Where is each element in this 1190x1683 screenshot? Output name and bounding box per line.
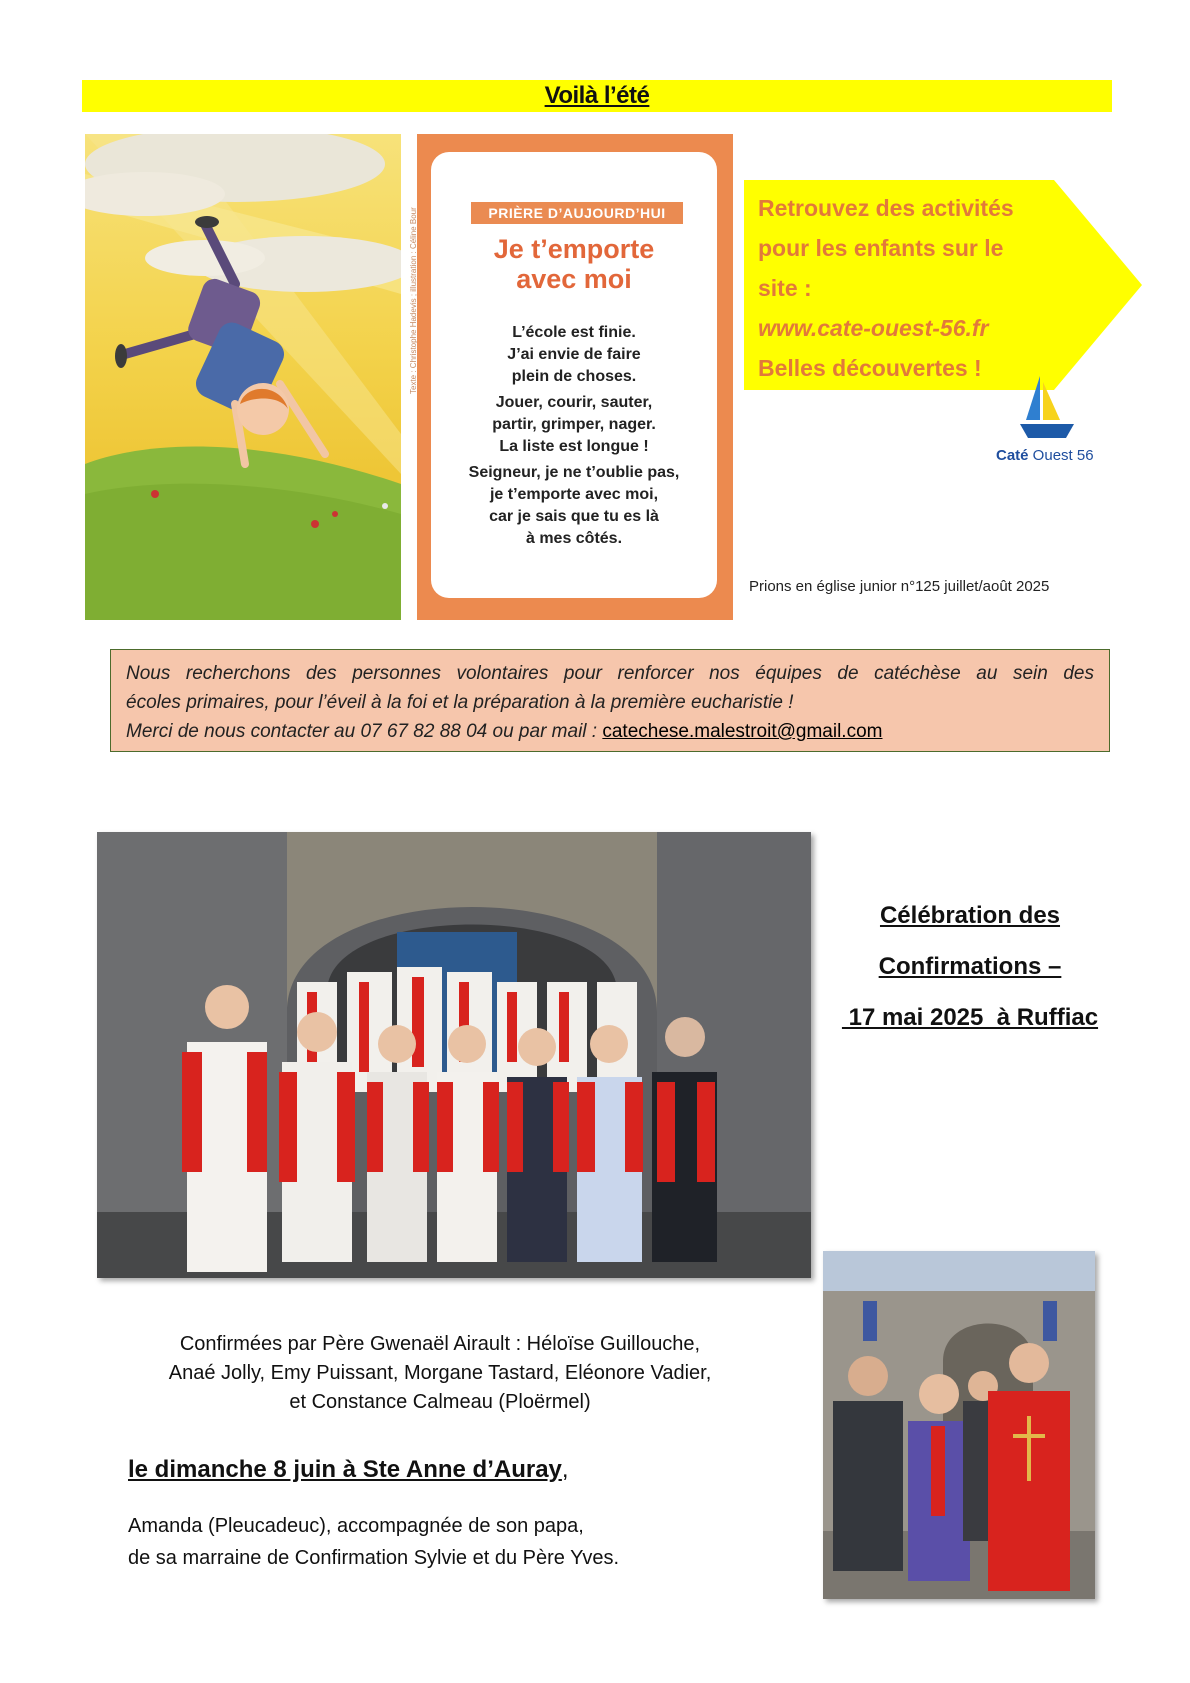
activities-line: Belles découvertes ! (758, 355, 982, 381)
sunday-line: Amanda (Pleucadeuc), accompagnée de son papa, (128, 1515, 584, 1537)
prayer-line: La liste est longue ! (499, 438, 649, 455)
prayer-line: je t’emporte avec moi, (489, 486, 659, 503)
cartwheel-illustration (85, 134, 401, 620)
prayer-line: J’ai envie de faire (507, 346, 641, 363)
source-caption: Prions en église junior n°125 juillet/août 2025 (749, 578, 1050, 595)
celebration-line-text: Confirmations – (878, 953, 1062, 980)
activities-site-link[interactable]: www.cate-ouest-56.fr (758, 315, 989, 341)
prayer-line: partir, grimper, nager. (492, 416, 656, 433)
prayer-title (431, 234, 717, 294)
volunteer-line: écoles primaires, pour l’éveil à la foi et la préparation à la première eucharistie ! (126, 692, 794, 713)
celebration-line (820, 992, 1120, 1043)
logo-text (996, 447, 1094, 464)
prayer-side-credit: Texte : Christophe Hadevis ; illustration : Céline Bour (409, 207, 418, 394)
sunday-line: de sa marraine de Confirmation Sylvie et du Père Yves. (128, 1547, 619, 1569)
sainte-anne-photo (823, 1251, 1095, 1599)
volunteer-contact (126, 717, 1094, 746)
celebration-line-text: Célébration des (879, 902, 1061, 929)
logo-brand: Caté (996, 447, 1029, 464)
sunday-heading-text: le dimanche 8 juin à Ste Anne d’Auray (128, 1456, 562, 1483)
prayer-title-line: avec moi (516, 264, 632, 294)
celebration-line (820, 941, 1120, 992)
sailboat-logo-icon (1018, 376, 1076, 444)
activities-line: site : (758, 275, 812, 301)
celebration-line (820, 890, 1120, 941)
prayer-line: Seigneur, je ne t’oublie pas, (468, 464, 680, 481)
volunteer-contact-text: Merci de nous contacter au 07 67 82 88 04 ou par mail : (126, 721, 603, 742)
title-bar (82, 80, 1112, 112)
prayer-card-inner (431, 152, 717, 598)
activities-text (758, 188, 1078, 388)
prayer-title-line: Je t’emporte (493, 234, 655, 264)
prayer-line: plein de choses. (511, 368, 637, 385)
prayer-line: à mes côtés. (525, 530, 623, 547)
confirmees-line: et Constance Calmeau (Ploërmel) (289, 1391, 591, 1413)
sunday-text (128, 1510, 619, 1574)
sunday-heading (128, 1456, 569, 1484)
activities-line: pour les enfants sur le (758, 235, 1004, 261)
page-title: Voilà l’été (544, 82, 650, 109)
family-photo-drawing (823, 1251, 1095, 1599)
prayer-line: car je sais que tu es là (489, 508, 659, 525)
volunteer-line: Nous recherchons des personnes volontaires pour renforcer nos équipes de catéchèse au sein des (126, 663, 1094, 684)
prayer-line: Jouer, courir, sauter, (495, 394, 653, 411)
confirmees-line: Anaé Jolly, Emy Puissant, Morgane Tastard, Eléonore Vadier, (168, 1362, 712, 1384)
celebration-heading (820, 890, 1120, 1043)
prayer-card (409, 134, 733, 620)
confirmees-text (120, 1330, 760, 1417)
prayer-tag: PRIÈRE D’AUJOURD’HUI (471, 202, 683, 224)
confirmees-line: Confirmées par Père Gwenaël Airault : Héloïse Guillouche, (179, 1333, 701, 1355)
celebration-line-text: 17 mai 2025 à Ruffiac (841, 1004, 1099, 1031)
confirmation-group-photo (97, 832, 811, 1278)
group-photo-drawing (97, 832, 811, 1278)
prayer-line: L’école est finie. (512, 324, 636, 341)
activities-line: Retrouvez des activités (758, 195, 1014, 221)
sunday-heading-suffix: , (561, 1456, 569, 1483)
cartwheel-drawing (85, 134, 401, 620)
logo-rest: Ouest 56 (1028, 447, 1094, 464)
email-link[interactable]: catechese.malestroit@gmail.com (602, 721, 883, 742)
volunteer-box (110, 649, 1110, 752)
